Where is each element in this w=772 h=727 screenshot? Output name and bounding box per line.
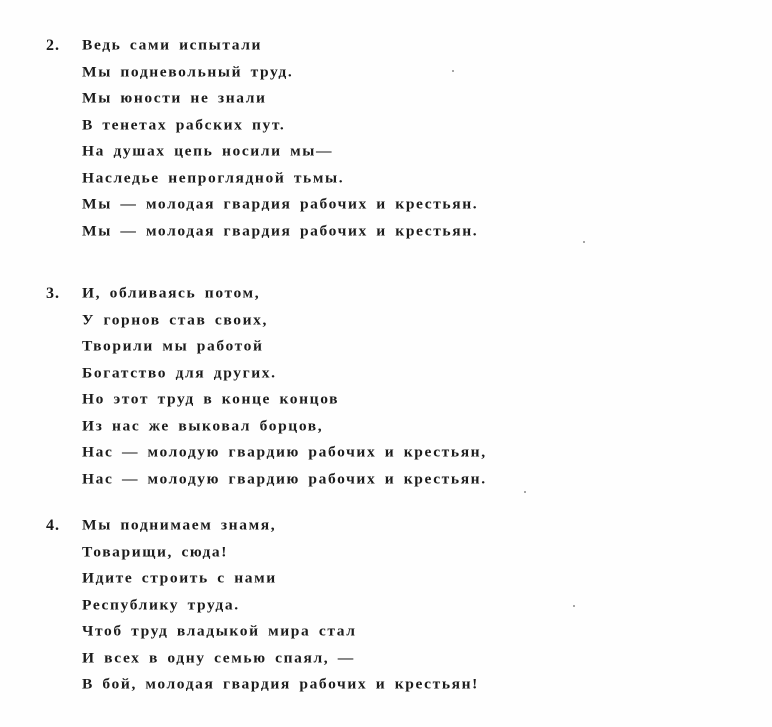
- scan-speck: [524, 491, 526, 493]
- lyric-line: Богатство для других.: [82, 365, 277, 381]
- lyric-line: И, обливаясь потом,: [82, 285, 261, 302]
- lyric-line: Наследье непроглядной тьмы.: [82, 170, 345, 186]
- scan-speck: [452, 70, 454, 72]
- lyric-line: На душах цепь носили мы—: [82, 143, 334, 160]
- lyric-line: Республику труда.: [82, 597, 240, 613]
- refrain-line: В бой, молодая гвардия рабочих и крестьян!: [82, 676, 479, 693]
- refrain-line: Нас — молодую гвардию рабочих и крестьян,: [82, 444, 487, 461]
- stanza-lines: [82, 281, 487, 493]
- lyric-line: Мы подневольный труд.: [82, 64, 294, 80]
- lyric-line: Творили мы работой: [82, 338, 264, 355]
- stanza-number: 3.: [46, 285, 60, 302]
- lyric-line: У горнов став своих,: [82, 312, 268, 328]
- refrain-line: Мы — молодая гвардия рабочих и крестьян.: [82, 223, 479, 239]
- stanza-number: 4.: [46, 517, 60, 534]
- lyric-line: Мы юности не знали: [82, 90, 267, 107]
- stanza-number: 2.: [46, 37, 60, 54]
- lyric-line: Из нас же выковал борцов,: [82, 418, 324, 434]
- lyric-line: Но этот труд в конце концов: [82, 391, 340, 408]
- lyric-line: Чтоб труд владыкой мира стал: [82, 623, 357, 640]
- lyric-line: Товарищи, сюда!: [82, 544, 229, 560]
- scan-speck: [583, 241, 585, 243]
- stanza-lines: [82, 33, 478, 245]
- refrain-line: Мы — молодая гвардия рабочих и крестьян.: [82, 196, 479, 213]
- lyric-line: Мы поднимаем знамя,: [82, 517, 277, 534]
- lyric-line: Ведь сами испытали: [82, 37, 263, 54]
- lyric-line: Идите строить с нами: [82, 570, 277, 587]
- scan-speck: [573, 605, 575, 607]
- lyric-line: В тенетах рабских пут.: [82, 117, 286, 133]
- lyric-line: И всех в одну семью спаял, —: [82, 650, 355, 666]
- refrain-line: Нас — молодую гвардию рабочих и крестьян.: [82, 471, 487, 487]
- stanza-lines: [82, 513, 479, 699]
